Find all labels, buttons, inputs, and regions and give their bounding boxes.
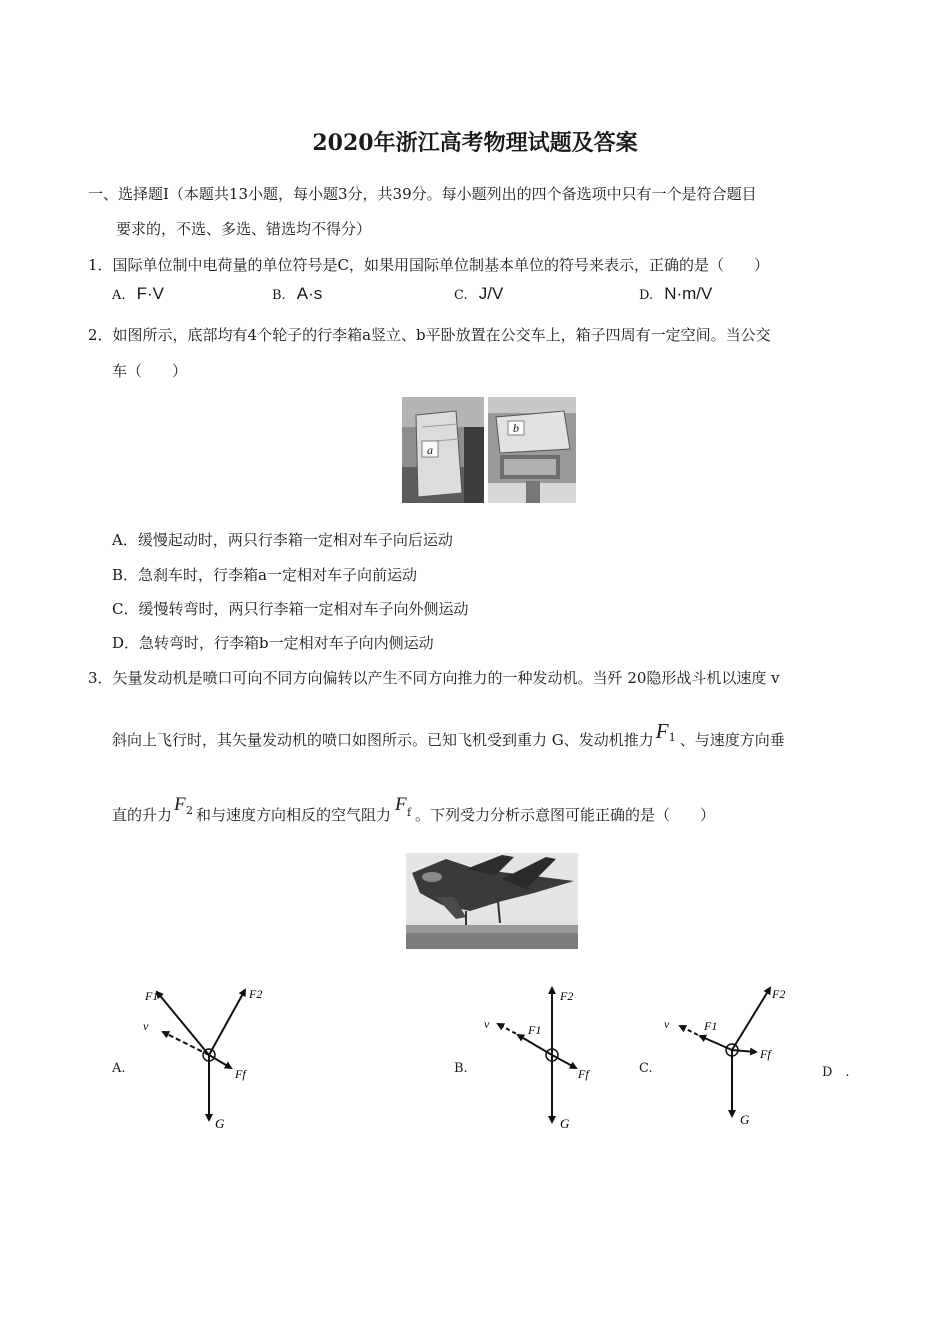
option-text: N·m/V: [664, 284, 713, 303]
q3-stem-line3: [112, 794, 716, 825]
force-arrow-ff: [209, 1055, 231, 1068]
label-ff: Ff: [235, 1067, 246, 1081]
option-text: A·s: [296, 284, 323, 303]
label-f1: F1: [145, 989, 159, 1003]
label-g: G: [740, 1112, 750, 1127]
q1-option-d: [639, 284, 712, 304]
label-f2: F2: [772, 987, 786, 1001]
q2-option-a: A．缓慢起动时，两只行李箱一定相对车子向后运动: [112, 531, 453, 549]
label-f2: F2: [249, 987, 263, 1001]
fighter-jet-photo: [406, 853, 578, 949]
label-ff: Ff: [760, 1047, 771, 1061]
option-letter: B.: [272, 288, 286, 303]
q1-option-c: [454, 284, 503, 304]
label-f1: F1: [528, 1023, 542, 1037]
option-text: F·V: [136, 284, 165, 303]
q3-text: 、与速度方向垂: [679, 731, 785, 749]
label-g: G: [560, 1116, 570, 1131]
section-heading-cont: 要求的，不选、多选、错选均不得分）: [116, 220, 372, 238]
luggage-b-label: b: [513, 421, 519, 435]
q3-option-b-label: B.: [454, 1061, 468, 1076]
option-text: J/V: [478, 284, 504, 303]
force-arrow-f2: [732, 988, 770, 1050]
luggage-a-photo: [402, 397, 484, 503]
q3-option-d-label: D .: [822, 1065, 850, 1080]
q2-option-c: C．缓慢转弯时，两只行李箱一定相对车子向外侧运动: [112, 600, 469, 618]
label-v: v: [664, 1017, 670, 1031]
q3-text: 直的升力: [112, 806, 173, 824]
option-letter: C.: [454, 288, 468, 303]
q2-stem-cont: 车（ ）: [112, 362, 188, 380]
q3-text: 和与速度方向相反的空气阻力: [196, 806, 392, 824]
label-v: v: [484, 1017, 490, 1031]
label-f2: F2: [560, 989, 574, 1003]
force-arrow-f2: [209, 990, 245, 1055]
section-heading: 一、选择题Ⅰ（本题共13小题，每小题3分，共39分。每小题列出的四个备选项中只有一个是符合题目: [88, 185, 757, 203]
option-letter: A.: [112, 288, 126, 303]
force-diagram-a: [135, 980, 275, 1135]
label-v: v: [143, 1019, 149, 1033]
force-diagram-c: [660, 978, 800, 1133]
q2-stem: 2．如图所示，底部均有4个轮子的行李箱a竖立、b平卧放置在公交车上，箱子四周有一定空间。当公交: [88, 326, 771, 344]
q3-text: 。下列受力分析示意图可能正确的是（ ）: [415, 806, 716, 824]
q3-stem: 3．矢量发动机是喷口可向不同方向偏转以产生不同方向推力的一种发动机。当歼 20隐形战斗机以速度 v: [88, 669, 780, 687]
q3-stem-line2: [112, 719, 785, 750]
symbol-f2: F 2: [174, 794, 194, 817]
force-diagram-b: [480, 980, 600, 1135]
q3-option-c-label: C.: [639, 1061, 653, 1076]
force-arrow-f1: [157, 992, 209, 1055]
q2-option-d: D．急转弯时，行李箱b一定相对车子向内侧运动: [112, 634, 434, 652]
option-letter: D.: [639, 288, 654, 303]
q1-option-b: [272, 284, 322, 304]
label-ff: Ff: [578, 1067, 589, 1081]
luggage-b-photo: [488, 397, 576, 503]
q3-option-a-label: A.: [112, 1061, 126, 1076]
force-arrow-ff: [552, 1055, 576, 1068]
q1-option-a: [112, 284, 164, 304]
q2-option-b: B．急刹车时，行李箱a一定相对车子向前运动: [112, 566, 417, 584]
velocity-arrow: [163, 1032, 209, 1055]
force-arrow-f1: [700, 1036, 732, 1050]
symbol-ff: F f: [395, 794, 412, 819]
luggage-a-label: a: [427, 443, 433, 457]
symbol-f1: F 1: [655, 719, 676, 744]
q1-stem: 1．国际单位制中电荷量的单位符号是C，如果用国际单位制基本单位的符号来表示，正确的是（ ）: [88, 256, 770, 274]
label-f1: F1: [704, 1019, 718, 1033]
force-arrow-ff: [732, 1050, 756, 1052]
q3-text: 斜向上飞行时，其矢量发动机的喷口如图所示。已知飞机受到重力 G、发动机推力: [112, 731, 654, 749]
label-g: G: [215, 1116, 225, 1131]
page-title: 2020年浙江高考物理试题及答案: [312, 130, 638, 156]
